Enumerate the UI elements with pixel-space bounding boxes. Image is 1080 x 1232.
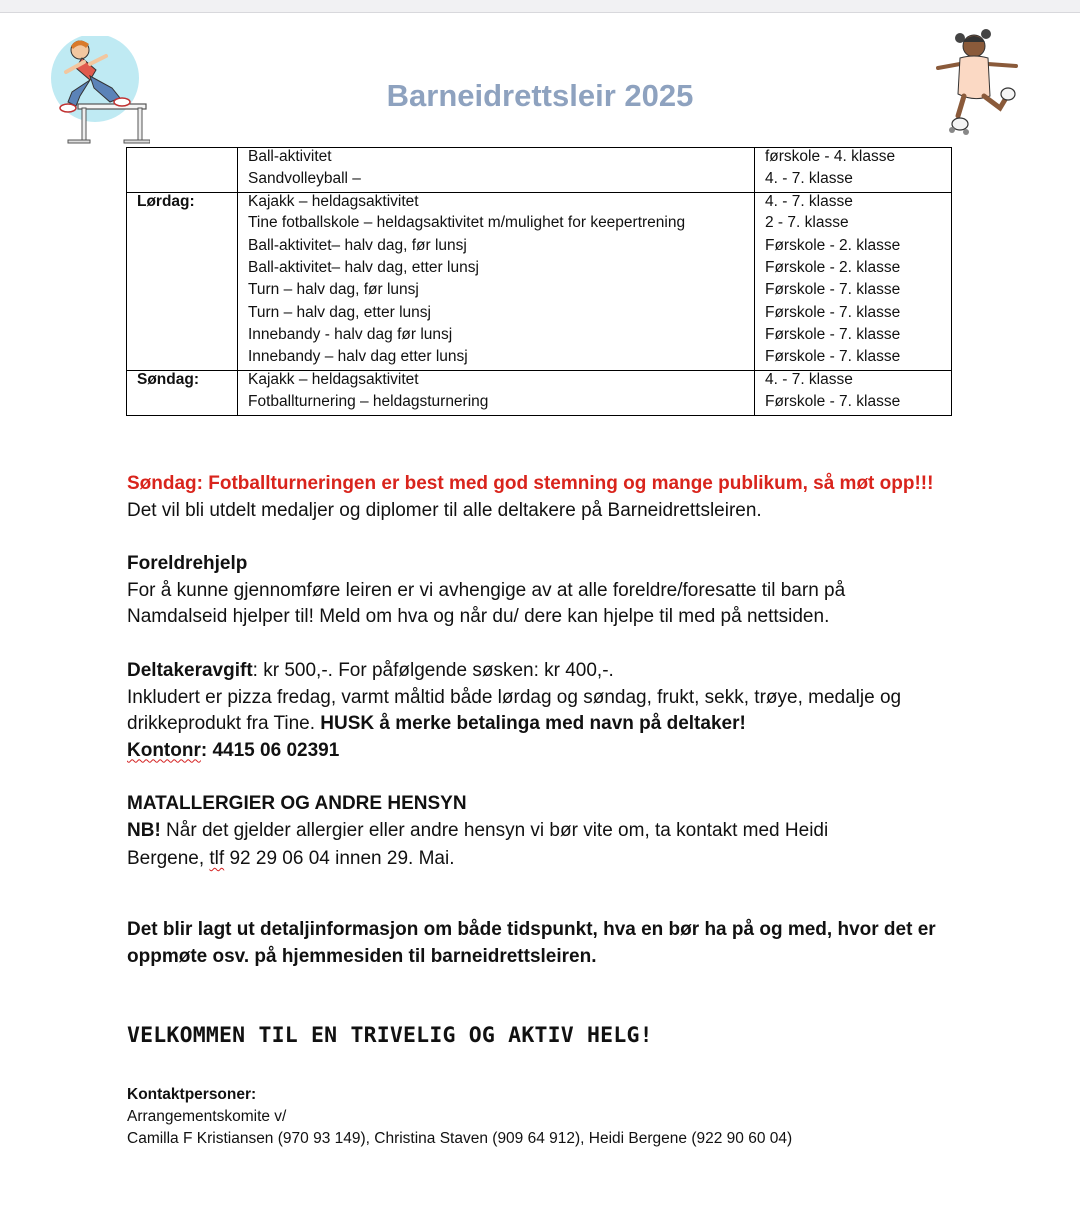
day-cell: Søndag: — [127, 370, 238, 392]
included-line: Inkludert er pizza fredag, varmt måltid både lørdag og søndag, frukt, sekk, trøye, medalje og — [127, 686, 902, 708]
parent-help-heading: Foreldrehjelp — [127, 553, 248, 574]
table-row — [127, 237, 952, 259]
account-label: Kontonr — [127, 739, 201, 761]
activity-cell: Ball-aktivitet — [238, 148, 755, 170]
activity-cell: Ball-aktivitet– halv dag, etter lunsj — [238, 259, 755, 281]
activity-cell: Fotballturnering – heldagsturnering — [238, 393, 755, 415]
activity-cell: Kajakk – heldagsaktivitet — [238, 192, 755, 214]
grade-cell: Førskole - 7. klasse — [755, 304, 952, 326]
included-line — [127, 711, 957, 738]
parent-help-line: Namdalseid hjelper til! Meld om hva og når du/ dere kan hjelpe til med på nettsiden. — [127, 606, 830, 627]
grade-cell: Førskole - 7. klasse — [755, 281, 952, 303]
allergies-text: 92 29 06 04 innen 29. Mai. — [224, 848, 455, 869]
day-cell — [127, 304, 238, 326]
allergies-heading: MATALLERGIER OG ANDRE HENSYN — [127, 793, 467, 814]
activity-cell: Turn – halv dag, før lunsj — [238, 281, 755, 303]
contact-people: Camilla F Kristiansen (970 93 149), Christina Staven (909 64 912), Heidi Bergene (922 90 60 04) — [127, 1130, 793, 1147]
table-row — [127, 170, 952, 192]
fee-line — [127, 658, 957, 685]
grade-cell: Førskole - 2. klasse — [755, 259, 952, 281]
day-cell — [127, 214, 238, 236]
allergies-text: Når det gjelder allergier eller andre hensyn vi bør vite om, ta kontakt med Heidi — [160, 819, 829, 841]
page-title: Barneidrettsleir 2025 — [386, 78, 694, 113]
table-row — [127, 259, 952, 281]
grade-cell: Førskole - 7. klasse — [755, 326, 952, 348]
page-top-bar — [0, 0, 1080, 13]
grade-cell: Førskole - 2. klasse — [755, 237, 952, 259]
table-row — [127, 326, 952, 348]
allergies-line — [127, 846, 957, 873]
included-text: drikkeprodukt fra Tine. — [127, 713, 321, 734]
detail-info-line: oppmøte osv. på hjemmesiden til barneidrettsleiren. — [127, 945, 597, 967]
grade-cell: 4. - 7. klasse — [755, 170, 952, 192]
fee-text: : kr 500,-. For påfølgende søsken: kr 400,-. — [252, 660, 614, 681]
table-row — [127, 192, 952, 214]
day-cell: Lørdag: — [127, 192, 238, 214]
account-line — [127, 738, 957, 765]
grade-cell: 4. - 7. klasse — [755, 192, 952, 214]
day-cell — [127, 281, 238, 303]
schedule-table — [126, 147, 952, 416]
committee-line: Arrangementskomite v/ — [127, 1108, 287, 1125]
day-cell — [127, 393, 238, 415]
activity-cell: Sandvolleyball – — [238, 170, 755, 192]
payment-reminder: HUSK å merke betalinga med navn på deltaker! — [320, 713, 746, 734]
day-cell — [127, 237, 238, 259]
detail-info-section — [127, 917, 957, 970]
grade-cell: 4. - 7. klasse — [755, 370, 952, 392]
table-row — [127, 370, 952, 392]
table-row — [127, 348, 952, 370]
allergies-line — [127, 818, 957, 845]
day-cell — [127, 326, 238, 348]
table-row — [127, 304, 952, 326]
tlf-word: tlf — [209, 848, 225, 869]
table-row — [127, 214, 952, 236]
day-cell — [127, 348, 238, 370]
nb-label: NB! — [127, 819, 161, 841]
activity-cell: Turn – halv dag, etter lunsj — [238, 304, 755, 326]
activity-cell: Innebandy – halv dag etter lunsj — [238, 348, 755, 370]
contact-heading: Kontaktpersoner: — [127, 1086, 257, 1103]
day-cell — [127, 148, 238, 170]
account-number: : 4415 06 02391 — [200, 739, 340, 761]
grade-cell: 2 - 7. klasse — [755, 214, 952, 236]
grade-cell: Førskole - 7. klasse — [755, 348, 952, 370]
grade-cell: Førskole - 7. klasse — [755, 393, 952, 415]
fee-label: Deltakeravgift — [127, 660, 253, 681]
fee-section — [127, 658, 957, 764]
sunday-note: Søndag: Fotballturneringen er best med god stemning og mange publikum, så møt opp!!! — [127, 473, 934, 494]
allergies-section — [127, 791, 957, 873]
day-cell — [127, 170, 238, 192]
parent-help-section — [127, 551, 957, 631]
sunday-section — [127, 471, 957, 524]
grade-cell: førskole - 4. klasse — [755, 148, 952, 170]
table-row — [127, 281, 952, 303]
activity-cell: Innebandy - halv dag før lunsj — [238, 326, 755, 348]
medals-text: Det vil bli utdelt medaljer og diplomer til alle deltakere på Barneidrettsleiren. — [127, 499, 762, 521]
activity-cell: Kajakk – heldagsaktivitet — [238, 370, 755, 392]
contact-section — [127, 1084, 1027, 1150]
activity-cell: Tine fotballskole – heldagsaktivitet m/mulighet for keepertrening — [238, 214, 755, 236]
detail-info-line: Det blir lagt ut detaljinformasjon om både tidspunkt, hva en bør ha på og med, hvor det er — [127, 919, 936, 940]
table-row — [127, 393, 952, 415]
day-cell — [127, 259, 238, 281]
table-row — [127, 148, 952, 170]
allergies-text: Bergene, — [127, 848, 210, 869]
activity-cell: Ball-aktivitet– halv dag, før lunsj — [238, 237, 755, 259]
welcome-heading: VELKOMMEN TIL EN TRIVELIG OG AKTIV HELG! — [127, 1023, 653, 1048]
parent-help-line: For å kunne gjennomføre leiren er vi avhengige av at alle foreldre/foresatte til barn på — [127, 579, 846, 601]
